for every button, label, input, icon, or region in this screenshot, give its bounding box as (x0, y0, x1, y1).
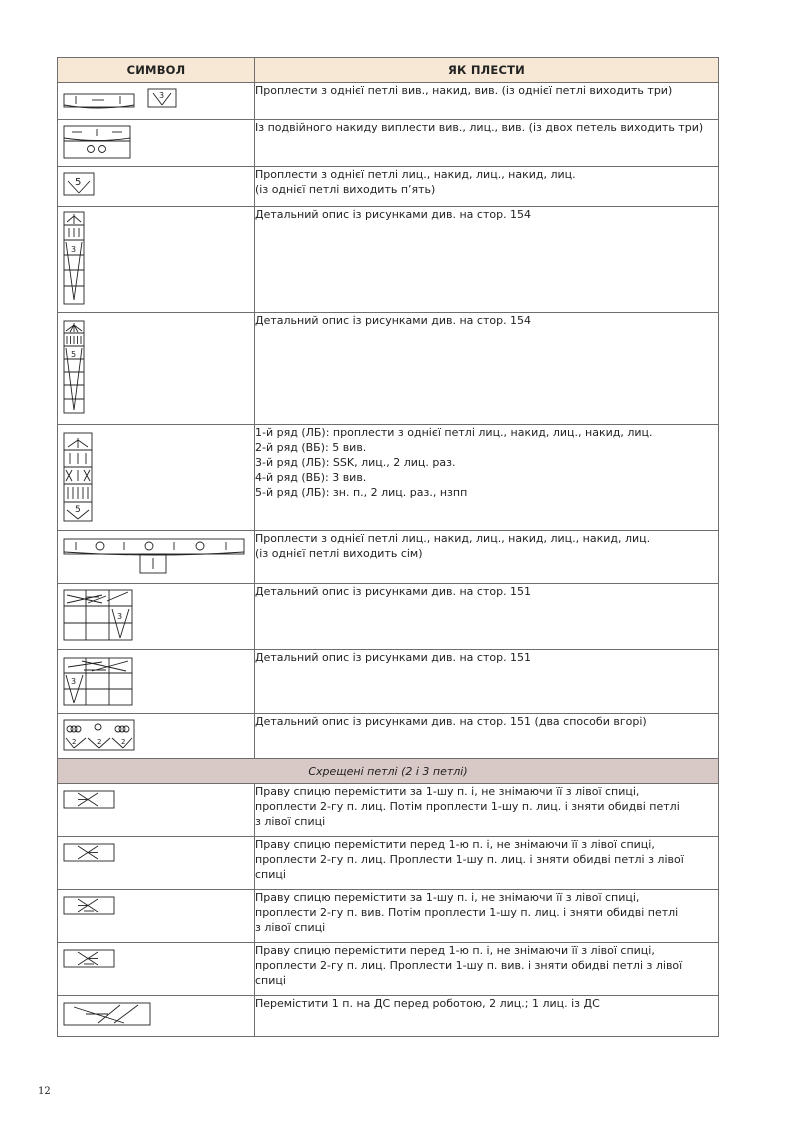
symbol-number: 3 (71, 677, 77, 686)
row-description-line: (із однієї петлі виходить сім) (255, 547, 423, 560)
symbol-cell (58, 531, 255, 584)
row-description-line: 2-й ряд (ВБ): 5 вив. (255, 441, 367, 454)
left-cross-symbol-icon (62, 840, 122, 866)
right-cross-symbol-icon (62, 787, 122, 813)
row-description-line: Проплести з однієї петлі лиц., накид, лиц., накид, лиц., накид, лиц. (255, 532, 651, 545)
row-description-line: (із однієї петлі виходить п’ять) (255, 183, 436, 196)
row-description-line: Праву спицю перемістити перед 1-ю п. і, не знімаючи її з лівої спиці, (255, 838, 655, 851)
symbol-cell (58, 714, 255, 759)
row-description: Детальний опис із рисунками див. на стор. 151 (255, 651, 532, 664)
table-row (58, 167, 719, 207)
row-description: Детальний опис із рисунками див. на стор. 151 (два способи вгорі) (255, 715, 647, 728)
symbol-cell (58, 837, 255, 890)
section-title: Схрещені петлі (2 і 3 петлі) (58, 759, 719, 784)
symbol-cell (58, 425, 255, 531)
symbol-number: 2 (72, 738, 77, 746)
table-row (58, 996, 719, 1037)
symbol-number: 5 (71, 350, 77, 359)
description-cell (255, 531, 719, 584)
row-description-line: з лівої спиці (255, 815, 326, 828)
row-description-line: з лівої спиці (255, 921, 326, 934)
row-description: Із подвійного накиду виплести вив., лиц., вив. (із двох петель виходить три) (255, 121, 704, 134)
row-description-line: 4-й ряд (ВБ): 3 вив. (255, 471, 367, 484)
table-row (58, 425, 719, 531)
description-cell (255, 996, 719, 1037)
table-row (58, 313, 719, 425)
row-description-line: Праву спицю перемістити за 1-шу п. і, не знімаючи її з лівої спиці, (255, 891, 640, 904)
symbol-cell (58, 943, 255, 996)
row-description-line: Праву спицю перемістити за 1-шу п. і, не знімаючи її з лівої спиці, (255, 785, 640, 798)
header-symbol: СИМВОЛ (58, 58, 255, 83)
description-cell (255, 784, 719, 837)
symbol-cell (58, 584, 255, 650)
page-number: 12 (38, 1086, 51, 1097)
row-description: Детальний опис із рисунками див. на стор. 154 (255, 314, 532, 327)
left-purl-cross-symbol-icon (62, 946, 122, 972)
row-description-line: спиці (255, 868, 286, 881)
k-yo-k-yo-k-symbol-icon (62, 170, 102, 200)
symbol-cell (58, 996, 255, 1037)
bobble-rows-chart-icon (62, 428, 102, 524)
description-cell (255, 890, 719, 943)
description-cell (255, 584, 719, 650)
row-description-line: 1-й ряд (ЛБ): проплести з однієї петлі лиц., накид, лиц., накид, лиц. (255, 426, 653, 439)
stitch-legend-table (57, 57, 719, 1037)
table-row (58, 784, 719, 837)
row-description-line: проплести 2-гу п. лиц. Проплести 1-шу п. вив. і зняти обидві петлі з лівої (255, 959, 683, 972)
symbol-number: 5 (75, 505, 81, 515)
row-description: Детальний опис із рисунками див. на стор. 151 (255, 585, 532, 598)
loops-symbol-icon (62, 717, 142, 753)
row-description-line: проплести 2-гу п. вив. Потім проплести 1-шу п. лиц. і зняти обидві петлі (255, 906, 679, 919)
table-header (58, 58, 719, 83)
row-description-line: спиці (255, 974, 286, 987)
symbol-number: 3 (159, 91, 165, 100)
symbol-number: 2 (97, 738, 102, 746)
right-purl-cross-symbol-icon (62, 893, 122, 919)
three-stitch-cross-symbol-icon (62, 999, 162, 1029)
header-how-to-knit: ЯК ПЛЕСТИ (255, 58, 719, 83)
row-description: Перемістити 1 п. на ДС перед роботою, 2 лиц.; 1 лиц. із ДС (255, 997, 600, 1010)
seven-from-one-symbol-icon (62, 534, 252, 580)
description-cell (255, 207, 719, 313)
table-row (58, 943, 719, 996)
table-row (58, 714, 719, 759)
description-cell (255, 313, 719, 425)
symbol-cell (58, 207, 255, 313)
row-description-line: Проплести з однієї петлі лиц., накид, лиц., накид, лиц. (255, 168, 576, 181)
table-row (58, 837, 719, 890)
symbol-number: 2 (121, 738, 126, 746)
table-row (58, 531, 719, 584)
table-row (58, 207, 719, 313)
row-description-line: Праву спицю перемістити перед 1-ю п. і, не знімаючи її з лівої спиці, (255, 944, 655, 957)
row-description: Детальний опис із рисунками див. на стор. 154 (255, 208, 532, 221)
symbol-number: 3 (117, 612, 123, 621)
symbol-cell (58, 120, 255, 167)
symbol-cell (58, 83, 255, 120)
cable-bobble-left-chart-icon (62, 653, 142, 709)
symbol-cell (58, 167, 255, 207)
description-cell (255, 714, 719, 759)
symbol-number: 5 (75, 177, 82, 188)
description-cell (255, 83, 719, 120)
symbol-cell (58, 313, 255, 425)
section-header (58, 759, 719, 784)
description-cell (255, 837, 719, 890)
symbol-cell (58, 890, 255, 943)
row-description-line: проплести 2-гу п. лиц. Потім проплести 1-шу п. лиц. і зняти обидві петлі (255, 800, 680, 813)
cable-bobble-right-chart-icon (62, 587, 142, 643)
description-cell (255, 120, 719, 167)
bobble-3-chart-icon (62, 210, 102, 306)
table-row (58, 890, 719, 943)
description-cell (255, 167, 719, 207)
row-description: Проплести з однієї петлі вив., накид, вив. (із однієї петлі виходить три) (255, 84, 673, 97)
double-yo-symbol-icon (62, 123, 142, 159)
row-description-line: 3-й ряд (ЛБ): SSK, лиц., 2 лиц. раз. (255, 456, 456, 469)
description-cell (255, 425, 719, 531)
bobble-5-chart-icon (62, 316, 102, 416)
p-yo-p-symbol-icon (62, 86, 182, 114)
table-row (58, 83, 719, 120)
description-cell (255, 650, 719, 714)
symbol-cell (58, 650, 255, 714)
table-row (58, 584, 719, 650)
table-row (58, 120, 719, 167)
symbol-cell (58, 784, 255, 837)
symbol-number: 3 (71, 245, 77, 254)
row-description-line: проплести 2-гу п. лиц. Проплести 1-шу п. лиц. і зняти обидві петлі з лівої (255, 853, 684, 866)
description-cell (255, 943, 719, 996)
table-row (58, 650, 719, 714)
row-description-line: 5-й ряд (ЛБ): зн. п., 2 лиц. раз., нзпп (255, 486, 468, 499)
